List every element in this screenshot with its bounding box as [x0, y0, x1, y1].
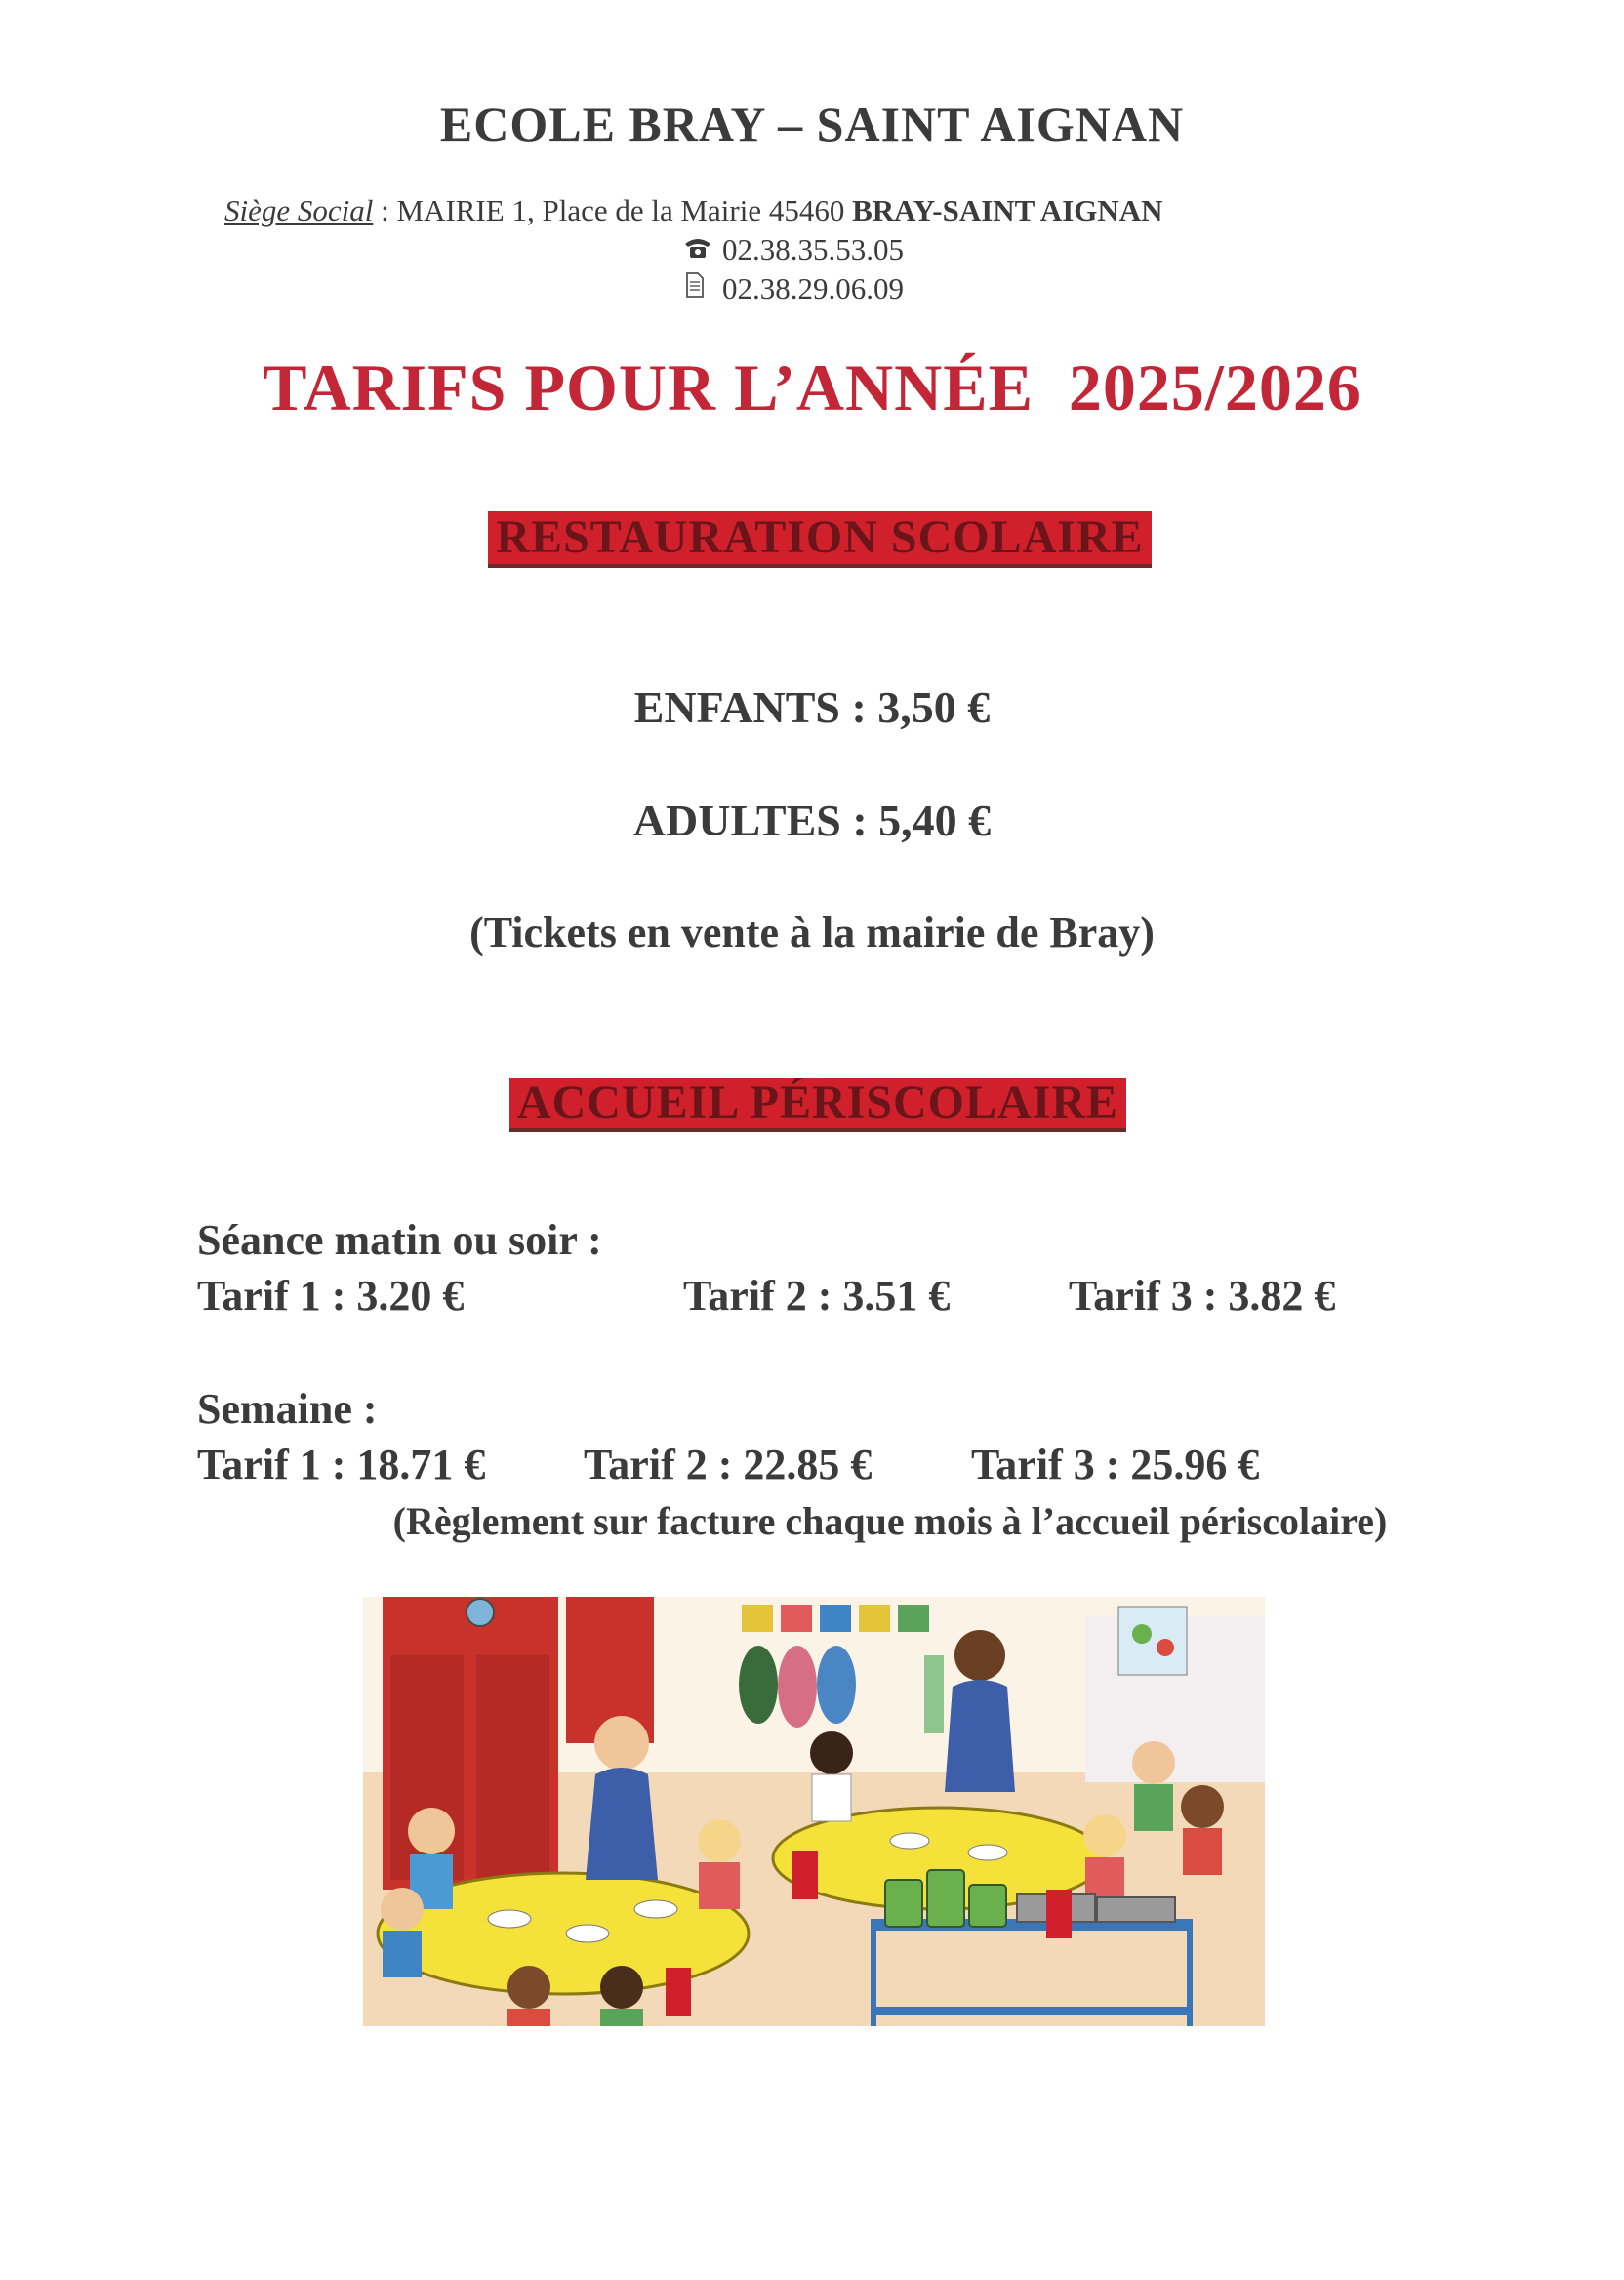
seance-tarif-2: Tarif 2 : 3.51 € — [683, 1272, 951, 1320]
address-label: Siège Social — [224, 193, 374, 227]
phone-icon — [683, 232, 722, 267]
fax-icon — [683, 271, 722, 306]
address-city: BRAY-SAINT AIGNAN — [852, 193, 1163, 227]
school-name: ECOLE BRAY – SAINT AIGNAN — [439, 97, 1185, 151]
address-text: MAIRIE 1, Place de la Mairie 45460 — [396, 193, 853, 227]
seance-tarif-3: Tarif 3 : 3.82 € — [1069, 1272, 1336, 1320]
fax-line — [683, 271, 904, 306]
seance-tarif-1: Tarif 1 : 3.20 € — [197, 1272, 465, 1320]
price-enfants: ENFANTS : 3,50 € — [633, 682, 991, 732]
address-separator: : — [373, 193, 397, 227]
phone-number: 02.38.35.53.05 — [722, 232, 904, 266]
fax-number: 02.38.29.06.09 — [722, 271, 904, 305]
semaine-label: Semaine : — [197, 1385, 378, 1433]
periscolaire-heading: ACCUEIL PÉRISCOLAIRE — [509, 1078, 1126, 1132]
seance-label: Séance matin ou soir : — [197, 1216, 602, 1264]
semaine-tarif-1: Tarif 1 : 18.71 € — [197, 1441, 486, 1488]
phone-line — [683, 232, 904, 267]
canteen-illustration — [363, 1597, 1265, 2026]
restauration-heading: RESTAURATION SCOLAIRE — [488, 511, 1152, 568]
address-line — [224, 193, 1163, 228]
semaine-tarif-2: Tarif 2 : 22.85 € — [584, 1441, 873, 1488]
tickets-note: (Tickets en vente à la mairie de Bray) — [469, 909, 1155, 957]
semaine-tarif-3: Tarif 3 : 25.96 € — [971, 1441, 1260, 1488]
reglement-note: (Règlement sur facture chaque mois à l’accueil périscolaire) — [392, 1499, 1388, 1543]
page-title: TARIFS POUR L’ANNÉE 2025/2026 — [263, 350, 1361, 425]
price-adultes: ADULTES : 5,40 € — [632, 795, 992, 845]
